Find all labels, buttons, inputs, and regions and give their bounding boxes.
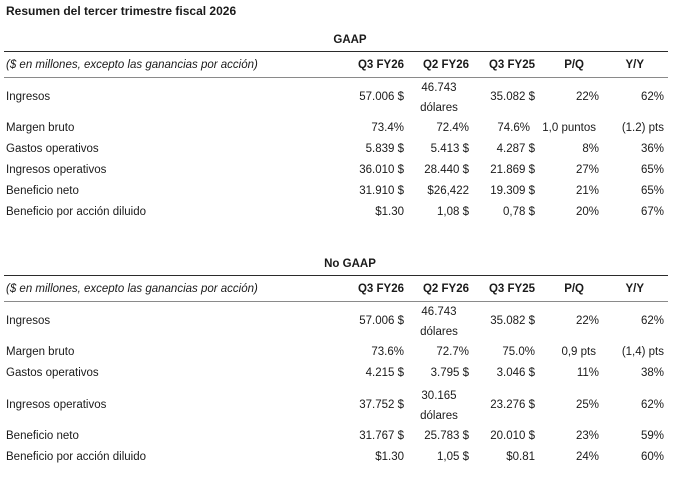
cell-q3fy26: $1.30 [375, 451, 404, 463]
units-note: ($ en millones, excepto las ganancias por acción) [6, 283, 258, 295]
cell-yy: 38% [640, 367, 664, 379]
cell-pq: 22% [575, 315, 599, 327]
cell-q2fy26: 72.4% [436, 122, 469, 134]
row-label: Ingresos operativos [6, 399, 107, 411]
header-q3fy25: Q3 FY25 [488, 283, 535, 295]
cell-q3fy26: 57.006 $ [359, 91, 404, 103]
row-label: Ingresos [6, 91, 51, 103]
table-row [4, 162, 668, 182]
gaap-top-rule [4, 51, 668, 52]
cell-q2fy26-unit: dólares [420, 410, 458, 422]
cell-pq: 8% [582, 143, 599, 155]
row-label: Beneficio neto [6, 185, 79, 197]
table-row [4, 428, 668, 448]
cell-q3fy26: 31.910 $ [359, 185, 404, 197]
cell-q3fy26: 36.010 $ [359, 164, 404, 176]
cell-q2fy26: 3.795 $ [430, 367, 469, 379]
header-pq: P/Q [564, 283, 584, 295]
cell-yy: (1,4) pts [621, 346, 664, 358]
cell-q2fy26: 28.440 $ [424, 164, 469, 176]
cell-q3fy25: 3.046 $ [496, 367, 535, 379]
header-q3fy26: Q3 FY26 [357, 59, 404, 71]
cell-q2fy26-value: 46.743 [421, 306, 457, 318]
row-label: Beneficio por acción diluido [6, 206, 147, 218]
gaap-header-row [4, 55, 668, 77]
header-q3fy26: Q3 FY26 [357, 283, 404, 295]
cell-pq: 0,9 pts [561, 346, 596, 358]
table-row [4, 183, 668, 203]
cell-q3fy25: 21.869 $ [490, 164, 535, 176]
cell-q2fy26: $26,422 [427, 185, 469, 197]
cell-q3fy25: 74.6% [497, 122, 530, 134]
cell-yy: 65% [640, 185, 664, 197]
cell-pq: 11% [576, 367, 599, 379]
cell-q3fy25: 35.082 $ [490, 91, 535, 103]
cell-pq: 24% [575, 451, 599, 463]
table-row [4, 344, 668, 364]
header-pq: P/Q [564, 59, 584, 71]
cell-yy: 59% [640, 430, 664, 442]
row-label: Gastos operativos [6, 143, 99, 155]
table-row [4, 204, 668, 224]
cell-q2fy26-unit: dólares [420, 102, 458, 114]
cell-q2fy26 [409, 302, 469, 342]
cell-pq: 1,0 puntos [542, 122, 596, 134]
cell-q3fy26: 73.4% [371, 122, 404, 134]
cell-q2fy26-unit: dólares [420, 326, 458, 338]
header-q2fy26: Q2 FY26 [422, 283, 469, 295]
header-yy: Y/Y [625, 283, 644, 295]
cell-yy: 62% [640, 91, 664, 103]
cell-yy: 65% [640, 164, 664, 176]
units-note: ($ en millones, excepto las ganancias por acción) [6, 59, 258, 71]
table-row [4, 449, 668, 469]
row-label: Gastos operativos [6, 367, 99, 379]
cell-q2fy26: 1,08 $ [437, 206, 469, 218]
cell-pq: 23% [575, 430, 599, 442]
cell-pq: 27% [575, 164, 599, 176]
table-row [4, 120, 668, 140]
cell-q3fy25: 23.276 $ [490, 399, 535, 411]
cell-yy: 36% [640, 143, 664, 155]
table-row [4, 365, 668, 385]
cell-pq: 21% [575, 185, 599, 197]
cell-q2fy26 [409, 78, 469, 118]
cell-q3fy25: 0,78 $ [503, 206, 535, 218]
cell-q3fy25: 4.287 $ [496, 143, 535, 155]
cell-yy: 60% [640, 451, 664, 463]
cell-q3fy25: 19.309 $ [490, 185, 535, 197]
cell-q2fy26 [409, 386, 469, 426]
table-row [4, 302, 668, 342]
page-title: Resumen del tercer trimestre fiscal 2026 [6, 4, 237, 18]
cell-q2fy26: 5.413 $ [430, 143, 469, 155]
row-label: Ingresos [6, 315, 51, 327]
cell-q3fy26: 4.215 $ [365, 367, 404, 379]
header-q2fy26: Q2 FY26 [422, 59, 469, 71]
cell-q3fy26: $1.30 [375, 206, 404, 218]
cell-q3fy26: 57.006 $ [359, 315, 404, 327]
cell-yy: 62% [640, 399, 664, 411]
cell-q3fy25: 35.082 $ [490, 315, 535, 327]
row-label: Beneficio por acción diluido [6, 451, 147, 463]
cell-pq: 25% [575, 399, 599, 411]
cell-yy: (1.2) pts [621, 122, 664, 134]
cell-pq: 22% [575, 91, 599, 103]
cell-q3fy25: 75.0% [502, 346, 535, 358]
table-row [4, 386, 668, 426]
cell-q2fy26: 25.783 $ [424, 430, 469, 442]
cell-q3fy25: $0.81 [506, 451, 535, 463]
cell-q2fy26-value: 46.743 [421, 82, 457, 94]
cell-q2fy26: 72.7% [436, 346, 469, 358]
cell-yy: 62% [640, 315, 664, 327]
cell-q3fy26: 5.839 $ [365, 143, 404, 155]
header-q3fy25: Q3 FY25 [488, 59, 535, 71]
table-row [4, 141, 668, 161]
row-label: Ingresos operativos [6, 164, 107, 176]
cell-q2fy26: 1,05 $ [437, 451, 469, 463]
cell-q3fy26: 73.6% [371, 346, 404, 358]
row-label: Margen bruto [6, 346, 75, 358]
cell-q3fy26: 31.767 $ [359, 430, 404, 442]
cell-q3fy26: 37.752 $ [359, 399, 404, 411]
row-label: Margen bruto [6, 122, 75, 134]
table-row [4, 78, 668, 118]
header-yy: Y/Y [625, 59, 644, 71]
nongaap-header-row [4, 279, 668, 301]
cell-pq: 20% [575, 206, 599, 218]
cell-q2fy26-value: 30.165 [421, 390, 457, 402]
cell-yy: 67% [640, 206, 664, 218]
row-label: Beneficio neto [6, 430, 79, 442]
nongaap-top-rule [4, 275, 668, 276]
cell-q3fy25: 20.010 $ [490, 430, 535, 442]
